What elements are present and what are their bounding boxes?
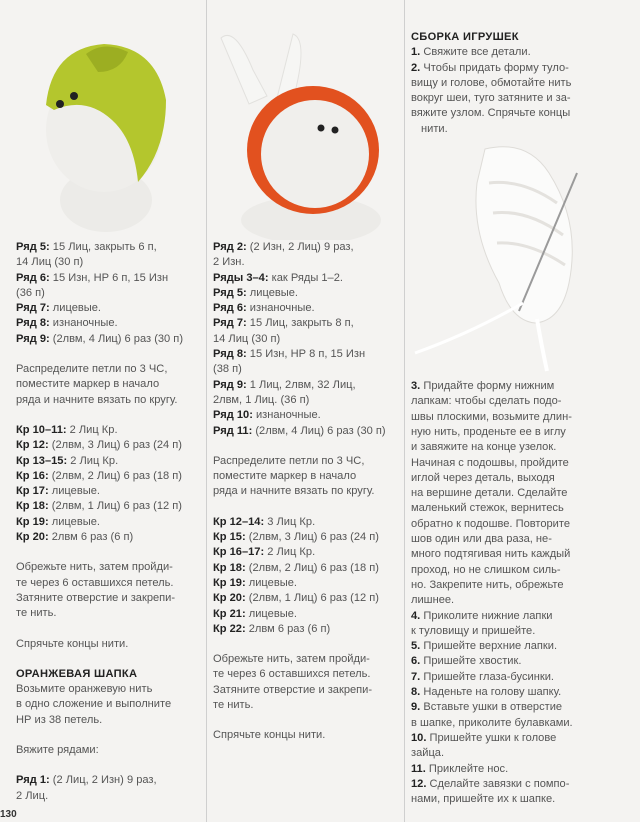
text-line: НР из 38 петель.: [16, 713, 103, 726]
text-line: Ряд 8: 15 Изн, НР 8 п, 15 Изн: [213, 348, 366, 361]
paragraph-hide-ends: Спрячьте концы нити.: [213, 729, 326, 742]
text-line: Ряды 3–4: как Ряды 1–2.: [213, 271, 343, 284]
text-line: Кр 13–15: 2 Лиц Кр.: [16, 454, 119, 467]
text-line: 9. Вставьте ушки в отверстие: [411, 701, 563, 714]
heading-assembly: СБОРКА ИГРУШЕК: [411, 31, 519, 43]
text-line: 2лвм, 1 Лиц. (36 п): [213, 393, 310, 406]
text-line: Кр 15: (2лвм, 3 Лиц) 6 раз (24 п): [213, 531, 379, 544]
steps-block-a: [411, 45, 634, 137]
text-line: Ряд 6: изнаночные.: [213, 302, 315, 315]
text-line: Ряд 9: 1 Лиц, 2лвм, 32 Лиц,: [213, 378, 356, 391]
text-line: в одно сложение и выполните: [16, 698, 172, 711]
text-line: и завяжите на конце узелок.: [411, 441, 557, 454]
text-line: вищу и голове, обмотайте нить: [411, 76, 572, 89]
text-line: 1. Свяжите все детали.: [411, 46, 531, 59]
text-line: вокруг шеи, туго затяните и за-: [411, 92, 571, 105]
rows-block-b: [213, 515, 398, 637]
text-line: те нить.: [16, 607, 57, 620]
text-line: но. Закрепите нить, обрежьте: [411, 578, 564, 591]
text-line: Кр 22: 2лвм 6 раз (6 п): [213, 622, 331, 635]
rows-block-a: [16, 240, 198, 347]
text-line: те через 6 оставшихся петель.: [213, 668, 371, 681]
text-line: Возьмите оранжевую нить: [16, 683, 153, 696]
text-line: лапкам: чтобы сделать подо-: [411, 395, 562, 408]
text-line: Затяните отверстие и закрепи-: [213, 683, 373, 696]
text-line: Кр 18: (2лвм, 1 Лиц) 6 раз (12 п): [16, 500, 182, 513]
text-line: Кр 19: лицевые.: [213, 576, 297, 589]
text-line: на вершине детали. Сделайте: [411, 487, 568, 500]
paragraph-distribute: [213, 454, 398, 500]
text-line: шов один или два раза, не-: [411, 533, 552, 546]
paragraph-knit-rows: Вяжите рядами:: [16, 744, 99, 757]
steps-block-b: [411, 379, 634, 807]
photo-foot-sewing: [411, 143, 634, 373]
text-line: поместите маркер в начало: [213, 470, 357, 483]
rows-block-a: [213, 240, 398, 439]
text-line: 14 Лиц (30 п): [213, 332, 281, 345]
text-line: вяжите узлом. Спрячьте концы: [411, 107, 571, 120]
text-line: 2 Лиц.: [16, 789, 49, 802]
text-line: зайца.: [411, 747, 445, 760]
text-line: 8. Наденьте на голову шапку.: [411, 686, 562, 699]
text-line: Обрежьте нить, затем пройди-: [16, 561, 173, 574]
text-line: Ряд 5: лицевые.: [213, 286, 298, 299]
text-line: нами, пришейте их к шапке.: [411, 793, 556, 806]
text-line: Распределите петли по 3 ЧС,: [213, 454, 365, 467]
text-line: Начиная с подошвы, пройдите: [411, 456, 569, 469]
text-line: Обрежьте нить, затем пройди-: [213, 653, 370, 666]
text-line: поместите маркер в начало: [16, 378, 160, 391]
text-line: 4. Приколите нижние лапки: [411, 609, 553, 622]
text-line: ряда и начните вязать по кругу.: [213, 485, 375, 498]
text-line: Кр 19: лицевые.: [16, 515, 100, 528]
text-line: Распределите петли по 3 ЧС,: [16, 363, 168, 376]
text-line: ную нить, проденьте ее в иглу: [411, 425, 566, 438]
text-line: лишнее.: [411, 594, 455, 607]
paragraph-orange-yarn: [16, 682, 198, 728]
green-hat-toy-illustration: [16, 0, 198, 240]
text-line: (38 п): [213, 363, 242, 376]
text-line: проход, но не слишком силь-: [411, 563, 561, 576]
text-line: Кр 20: (2лвм, 1 Лиц) 6 раз (12 п): [213, 592, 379, 605]
heading-orange-hat: ОРАНЖЕВАЯ ШАПКА: [16, 667, 138, 680]
photo-orange-hat-toy: [213, 0, 398, 240]
text-line: 12. Сделайте завязки с помпо-: [411, 777, 570, 790]
text-line: 6. Пришейте хвостик.: [411, 655, 522, 668]
column-3: [404, 0, 640, 822]
text-line: 3. Придайте форму нижним: [411, 380, 555, 393]
text-line: нити.: [421, 122, 448, 135]
text-line: Кр 16–17: 2 Лиц Кр.: [213, 546, 316, 559]
text-line: Ряд 7: лицевые.: [16, 302, 101, 315]
text-line: 2 Изн.: [213, 256, 245, 269]
text-line: ряда и начните вязать по кругу.: [16, 393, 178, 406]
text-line: Ряд 10: изнаночные.: [213, 409, 321, 422]
text-line: Кр 12–14: 3 Лиц Кр.: [213, 515, 316, 528]
text-line: 14 Лиц (30 п): [16, 256, 84, 269]
page-number: 130: [0, 808, 17, 820]
rows-block-c: [16, 773, 198, 804]
photo-green-hat-toy: [16, 0, 198, 240]
text-line: Кр 21: лицевые.: [213, 607, 297, 620]
text-line: швы плоскими, возьмите длин-: [411, 410, 572, 423]
paragraph-distribute: [16, 362, 198, 408]
rows-block-b: [16, 423, 198, 545]
text-line: Ряд 1: (2 Лиц, 2 Изн) 9 раз,: [16, 774, 157, 787]
text-line: к туловищу и пришейте.: [411, 624, 536, 637]
text-line: в шапке, приколите булавками.: [411, 716, 573, 729]
orange-hat-toy-illustration: [213, 0, 398, 240]
text-line: иглой через деталь, выходя: [411, 471, 555, 484]
text-line: Ряд 11: (2лвм, 4 Лиц) 6 раз (30 п): [213, 424, 386, 437]
text-line: 5. Пришейте верхние лапки.: [411, 640, 558, 653]
text-line: Кр 16: (2лвм, 2 Лиц) 6 раз (18 п): [16, 469, 182, 482]
text-line: Ряд 2: (2 Изн, 2 Лиц) 9 раз,: [213, 241, 354, 253]
text-line: 11. Приклейте нос.: [411, 762, 509, 775]
text-line: много подтягивая нить каждый: [411, 548, 571, 561]
text-line: Кр 17: лицевые.: [16, 485, 100, 498]
column-1: [0, 0, 206, 822]
text-line: маленький стежок, вернитесь: [411, 502, 564, 515]
text-line: Ряд 8: изнаночные.: [16, 317, 118, 330]
text-line: Кр 10–11: 2 Лиц Кр.: [16, 423, 118, 436]
text-line: Ряд 6: 15 Изн, НР 6 п, 15 Изн: [16, 271, 169, 284]
text-line: Ряд 5: 15 Лиц, закрыть 6 п,: [16, 241, 157, 253]
text-line: 2. Чтобы придать форму туло-: [411, 61, 569, 74]
text-line: Ряд 7: 15 Лиц, закрыть 8 п,: [213, 317, 354, 330]
text-line: Затяните отверстие и закрепи-: [16, 591, 176, 604]
paragraph-finish: [213, 652, 398, 713]
text-line: Кр 20: 2лвм 6 раз (6 п): [16, 531, 134, 544]
text-line: (36 п): [16, 286, 45, 299]
text-line: те нить.: [213, 699, 254, 712]
text-line: те через 6 оставшихся петель.: [16, 576, 174, 589]
paragraph-hide-ends: Спрячьте концы нити.: [16, 637, 129, 650]
column-2: [206, 0, 404, 822]
text-line: Ряд 9: (2лвм, 4 Лиц) 6 раз (30 п): [16, 332, 184, 345]
text-line: Кр 12: (2лвм, 3 Лиц) 6 раз (24 п): [16, 439, 182, 452]
foot-sewing-illustration: [411, 143, 634, 373]
paragraph-finish: [16, 560, 198, 621]
text-line: 10. Пришейте ушки к голове: [411, 731, 557, 744]
text-line: Кр 18: (2лвм, 2 Лиц) 6 раз (18 п): [213, 561, 379, 574]
text-line: 7. Пришейте глаза-бусинки.: [411, 670, 554, 683]
text-line: обратно к подошве. Повторите: [411, 517, 571, 530]
